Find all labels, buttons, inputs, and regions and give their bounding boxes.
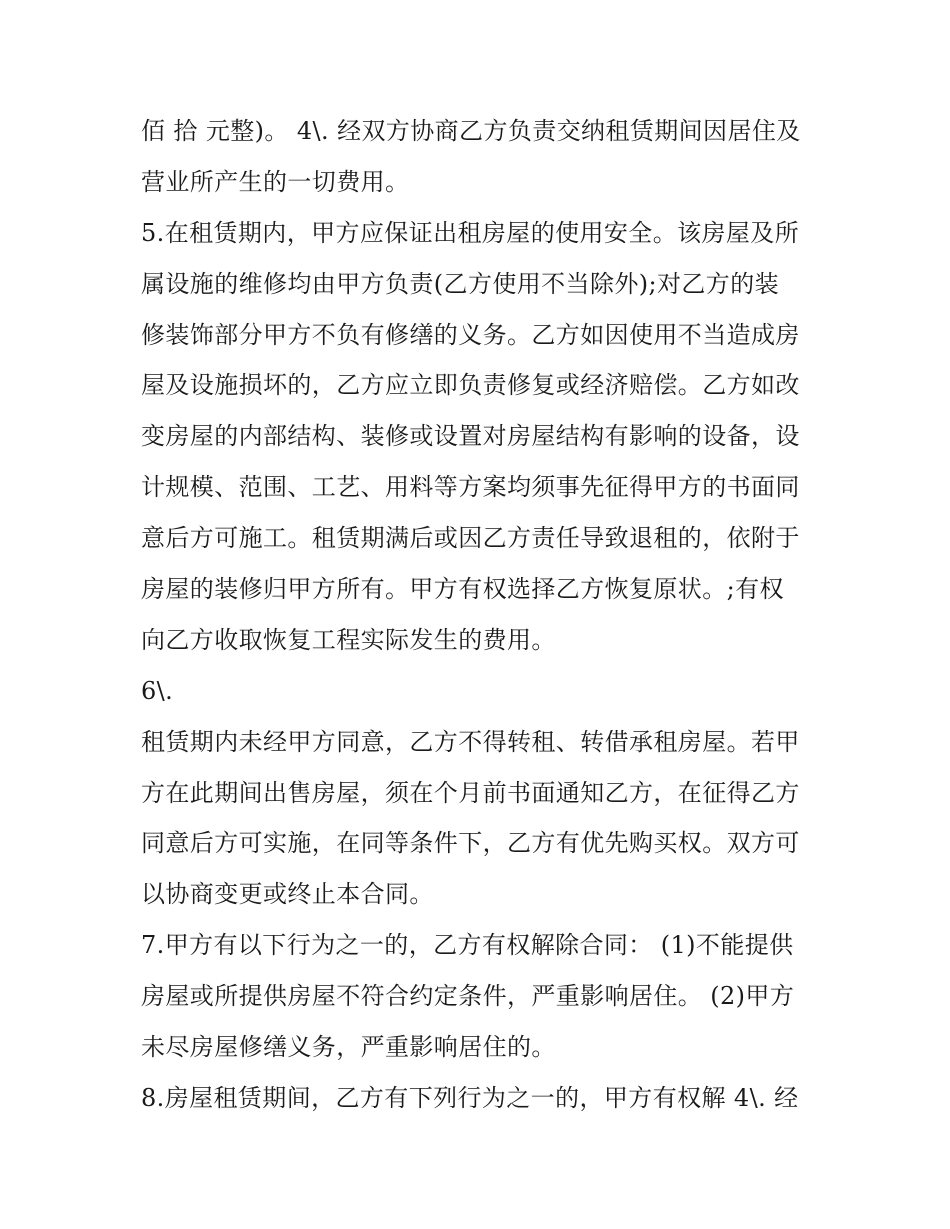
text-line: 同意后方可实施，在同等条件下，乙方有优先购买权。双方可 — [141, 829, 800, 858]
text-line: 向乙方收取恢复工程实际发生的费用。 — [141, 625, 556, 654]
text-line: 佰 拾 元整)。 4\. 经双方协商乙方负责交纳租赁期间因居住及 — [141, 117, 801, 145]
text-line: 房屋或所提供房屋不符合约定条件，严重影响居住。 (2)甲方 — [141, 982, 795, 1011]
text-line: 8.房屋租赁期间，乙方有下列行为之一的，甲方有权解 4\. 经 — [141, 1083, 799, 1112]
text-line: 修装饰部分甲方不负有修缮的义务。乙方如因使用不当造成房 — [141, 320, 800, 349]
text-line: 7.甲方有以下行为之一的，乙方有权解除合同： (1)不能提供 — [141, 931, 794, 960]
text-line: 意后方可施工。租赁期满后或因乙方责任导致退租的，依附于 — [141, 524, 800, 553]
text-line: 房屋的装修归甲方所有。甲方有权选择乙方恢复原状。;有权 — [141, 575, 784, 604]
text-line: 6\. — [141, 676, 174, 705]
text-line: 变房屋的内部结构、装修或设置对房屋结构有影响的设备，设 — [141, 422, 800, 451]
document-body — [141, 106, 821, 1124]
text-line: 计规模、范围、工艺、用料等方案均须事先征得甲方的书面同 — [141, 473, 800, 502]
text-line: 5.在租赁期内，甲方应保证出租房屋的使用安全。该房屋及所 — [141, 218, 800, 247]
text-line: 方在此期间出售房屋，须在个月前书面通知乙方，在征得乙方 — [141, 778, 800, 807]
text-line: 属设施的维修均由甲方负责(乙方使用不当除外);对乙方的装 — [141, 269, 780, 298]
text-line: 未尽房屋修缮义务，严重影响居住的。 — [141, 1033, 556, 1062]
text-line: 屋及设施损坏的，乙方应立即负责修复或经济赔偿。乙方如改 — [141, 371, 800, 400]
text-line: 以协商变更或终止本合同。 — [141, 880, 434, 909]
text-line: 营业所产生的一切费用。 — [141, 167, 410, 196]
text-line: 租赁期内未经甲方同意，乙方不得转租、转借承租房屋。若甲 — [141, 727, 800, 756]
